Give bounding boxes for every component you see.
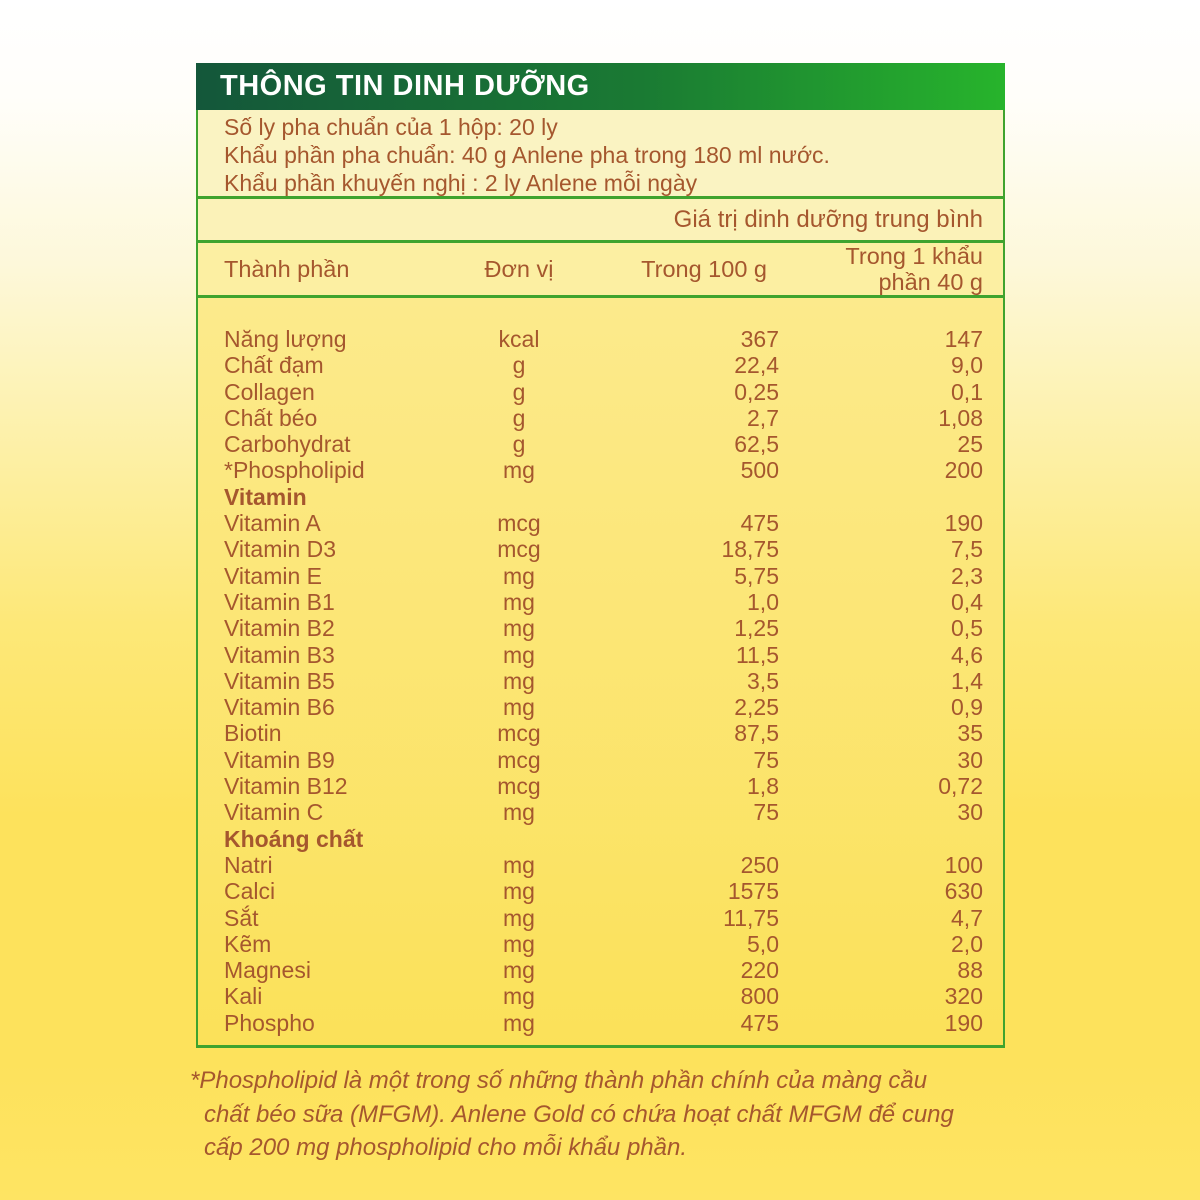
row-unit: mg [503, 667, 535, 694]
table-row [198, 615, 1003, 641]
serving-info-line: Số ly pha chuẩn của 1 hộp: 20 ly [224, 114, 558, 140]
table-row [198, 510, 1003, 536]
row-unit: g [512, 404, 526, 431]
row-value-per-serving [779, 484, 983, 510]
row-name: Carbohydrat [224, 431, 351, 458]
table-row [198, 563, 1003, 589]
table-row [198, 799, 1003, 825]
table-row [198, 589, 1003, 615]
row-unit: mg [503, 562, 535, 589]
row-value-per-100g: 1,25 [734, 615, 779, 642]
row-unit: kcal [498, 326, 540, 352]
row-name: Khoáng chất [224, 825, 364, 852]
row-value-per-100g: 800 [740, 983, 779, 1010]
table-caption-band [196, 199, 1005, 243]
nutrition-panel [196, 63, 1005, 1048]
row-value-per-serving: 1,4 [951, 667, 983, 694]
row-value-per-100g: 2,25 [734, 694, 779, 721]
row-name: Năng lượng [224, 326, 347, 352]
row-unit: mcg [497, 536, 541, 563]
row-value-per-serving: 0,9 [951, 694, 983, 721]
row-value-per-100g: 500 [740, 457, 779, 484]
row-unit: mcg [497, 510, 541, 537]
row-value-per-100g: 1,0 [747, 588, 779, 615]
row-value-per-100g: 5,0 [747, 930, 779, 957]
row-unit: mg [503, 983, 535, 1010]
table-row [198, 694, 1003, 720]
row-value-per-100g [594, 484, 779, 510]
section-header-row [198, 484, 1003, 510]
row-unit: mg [503, 878, 535, 905]
row-value-per-serving: 35 [957, 720, 983, 747]
row-name: Vitamin B2 [224, 615, 335, 642]
table-row [198, 642, 1003, 668]
row-name: Chất đạm [224, 352, 324, 379]
row-value-per-serving: 0,72 [938, 773, 983, 800]
row-unit: mg [503, 957, 535, 984]
table-row [198, 379, 1003, 405]
row-value-per-100g: 367 [740, 326, 779, 352]
table-row [198, 905, 1003, 931]
table-row [198, 983, 1003, 1009]
row-value-per-serving: 147 [944, 326, 983, 352]
serving-info [196, 110, 1005, 199]
panel-header [196, 63, 1005, 110]
row-name: Sắt [224, 904, 259, 931]
row-value-per-serving: 190 [944, 1009, 983, 1036]
row-value-per-serving: 9,0 [951, 352, 983, 379]
row-value-per-100g: 62,5 [734, 431, 779, 458]
footnote-line: *Phospholipid là một trong số những thành phần chính của màng cầu [190, 1067, 928, 1094]
row-name: Vitamin B12 [224, 773, 348, 800]
footnote-line: cấp 200 mg phospholipid cho mỗi khẩu phần. [204, 1134, 687, 1161]
row-value-per-100g: 1575 [727, 878, 779, 905]
column-header-per-serving-line1: Trong 1 khẩu [845, 243, 983, 269]
row-name: Vitamin B6 [224, 694, 335, 721]
row-value-per-100g: 220 [740, 957, 779, 984]
row-name: Vitamin D3 [224, 536, 337, 563]
row-unit: mg [503, 1009, 535, 1036]
row-unit [444, 484, 594, 510]
row-value-per-serving: 630 [944, 878, 983, 905]
row-value-per-serving: 4,7 [951, 904, 983, 931]
footnote-line: chất béo sữa (MFGM). Anlene Gold có chứa hoạt chất MFGM để cung [204, 1100, 954, 1128]
column-header-component: Thành phần [224, 256, 350, 282]
table-row [198, 326, 1003, 352]
row-unit: mg [503, 588, 535, 615]
column-header-row [196, 243, 1005, 298]
row-name: Vitamin [224, 483, 307, 510]
row-unit: mg [503, 457, 535, 484]
row-unit: mcg [497, 746, 541, 773]
row-unit: mg [503, 799, 535, 826]
table-row [198, 747, 1003, 773]
row-value-per-serving: 200 [944, 457, 983, 484]
row-name: Kẽm [224, 930, 272, 957]
row-value-per-100g: 22,4 [734, 352, 779, 379]
table-row [198, 720, 1003, 746]
column-header-per-serving-line2: phần 40 g [878, 269, 983, 295]
row-name: Vitamin B9 [224, 746, 335, 773]
row-value-per-100g [594, 826, 779, 852]
row-value-per-100g: 250 [740, 851, 779, 878]
row-unit: mg [503, 851, 535, 878]
row-value-per-100g: 75 [753, 799, 779, 826]
row-name: Vitamin B3 [224, 641, 335, 668]
row-value-per-100g: 3,5 [747, 667, 779, 694]
row-value-per-serving: 30 [957, 799, 983, 826]
row-value-per-serving: 2,3 [951, 562, 983, 589]
row-name: Natri [224, 851, 273, 878]
row-value-per-100g: 0,25 [734, 378, 779, 405]
row-value-per-serving: 4,6 [951, 641, 983, 668]
row-value-per-100g: 1,8 [747, 773, 779, 800]
row-value-per-100g: 75 [753, 746, 779, 773]
row-unit [444, 826, 594, 852]
table-caption: Giá trị dinh dưỡng trung bình [673, 205, 983, 233]
table-row [198, 405, 1003, 431]
row-value-per-100g: 87,5 [734, 720, 779, 747]
row-name: Vitamin C [224, 799, 324, 826]
table-row [198, 668, 1003, 694]
row-name: *Phospholipid [224, 457, 365, 484]
column-header-per-serving [779, 243, 983, 295]
row-value-per-serving: 320 [944, 983, 983, 1010]
serving-info-line: Khẩu phần pha chuẩn: 40 g Anlene pha trong 180 ml nước. [224, 142, 830, 168]
row-unit: mg [503, 694, 535, 721]
column-header-unit: Đơn vị [484, 256, 554, 282]
nutrition-rows [196, 298, 1005, 1048]
row-unit: g [512, 431, 526, 458]
row-value-per-serving: 0,4 [951, 588, 983, 615]
row-unit: mcg [497, 773, 541, 800]
row-unit: g [512, 378, 526, 405]
row-unit: mg [503, 641, 535, 668]
row-value-per-100g: 2,7 [747, 404, 779, 431]
row-name: Chất béo [224, 404, 318, 431]
row-name: Magnesi [224, 957, 311, 984]
table-row [198, 931, 1003, 957]
row-value-per-serving: 0,1 [951, 378, 983, 405]
row-value-per-serving: 2,0 [951, 930, 983, 957]
row-value-per-serving: 100 [944, 851, 983, 878]
row-value-per-serving: 7,5 [951, 536, 983, 563]
serving-info-line: Khẩu phần khuyến nghị : 2 ly Anlene mỗi ngày [224, 170, 698, 196]
table-row [198, 536, 1003, 562]
row-value-per-100g: 5,75 [734, 562, 779, 589]
row-unit: mcg [497, 720, 541, 747]
row-value-per-100g: 18,75 [721, 536, 779, 563]
table-row [198, 773, 1003, 799]
column-header-per-100g: Trong 100 g [641, 256, 767, 282]
row-value-per-100g: 475 [740, 510, 779, 537]
row-value-per-serving: 0,5 [951, 615, 983, 642]
table-row [198, 457, 1003, 483]
row-name: Vitamin E [224, 562, 323, 589]
phospholipid-footnote [190, 1064, 960, 1165]
table-row [198, 852, 1003, 878]
row-name: Vitamin B5 [224, 667, 335, 694]
row-value-per-serving: 190 [944, 510, 983, 537]
row-name: Calci [224, 878, 276, 905]
row-value-per-serving [779, 826, 983, 852]
row-unit: g [512, 352, 526, 379]
row-value-per-100g: 11,75 [723, 904, 779, 931]
row-value-per-serving: 88 [957, 957, 983, 984]
row-value-per-serving: 1,08 [938, 404, 983, 431]
table-row [198, 957, 1003, 983]
section-header-row [198, 826, 1003, 852]
row-name: Collagen [224, 378, 315, 405]
row-unit: mg [503, 904, 535, 931]
row-name: Phospho [224, 1009, 315, 1036]
table-row [198, 431, 1003, 457]
row-name: Kali [224, 983, 263, 1010]
row-name: Biotin [224, 720, 282, 747]
row-unit: mg [503, 615, 535, 642]
row-value-per-100g: 11,5 [735, 641, 779, 668]
row-name: Vitamin B1 [224, 588, 335, 615]
row-name: Vitamin A [224, 510, 321, 537]
row-unit: mg [503, 930, 535, 957]
panel-title: THÔNG TIN DINH DƯỠNG [220, 70, 590, 102]
table-row [198, 352, 1003, 378]
row-value-per-100g: 475 [740, 1009, 779, 1036]
row-value-per-serving: 30 [957, 746, 983, 773]
row-value-per-serving: 25 [957, 431, 983, 458]
table-row [198, 878, 1003, 904]
table-row [198, 1010, 1003, 1036]
